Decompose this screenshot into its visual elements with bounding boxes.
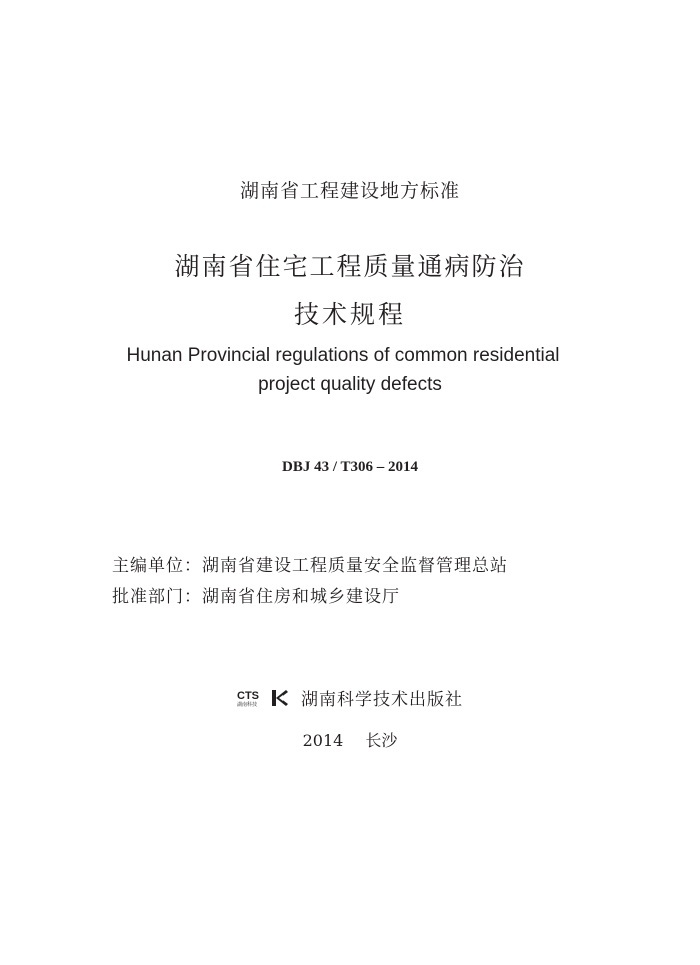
standard-code: DBJ 43 / T306 – 2014 bbox=[282, 459, 418, 475]
approval-department: 批准部门：湖南省住房和城乡建设厅 bbox=[112, 587, 400, 607]
english-title-line-2: project quality defects bbox=[258, 374, 442, 395]
svg-text:CTS: CTS bbox=[237, 690, 259, 702]
svg-text:湖南科技: 湖南科技 bbox=[237, 702, 258, 708]
english-title-line-1: Hunan Provincial regulations of common residential bbox=[126, 345, 560, 366]
publication-city: 长沙 bbox=[365, 731, 398, 750]
cts-logo-icon bbox=[237, 688, 263, 712]
publisher-row bbox=[0, 686, 700, 714]
publication-year: 2014 bbox=[302, 731, 344, 750]
document-title-line-2: 技术规程 bbox=[293, 300, 406, 329]
document-title-line-1: 湖南省住宅工程质量通病防治 bbox=[174, 252, 526, 281]
standard-series-label: 湖南省工程建设地方标准 bbox=[239, 180, 460, 202]
publication-date-place bbox=[0, 728, 700, 754]
editor-unit: 主编单位：湖南省建设工程质量安全监督管理总站 bbox=[112, 556, 508, 576]
publisher-k-logo-icon bbox=[271, 689, 289, 711]
publisher-name: 湖南科学技术出版社 bbox=[301, 690, 463, 710]
